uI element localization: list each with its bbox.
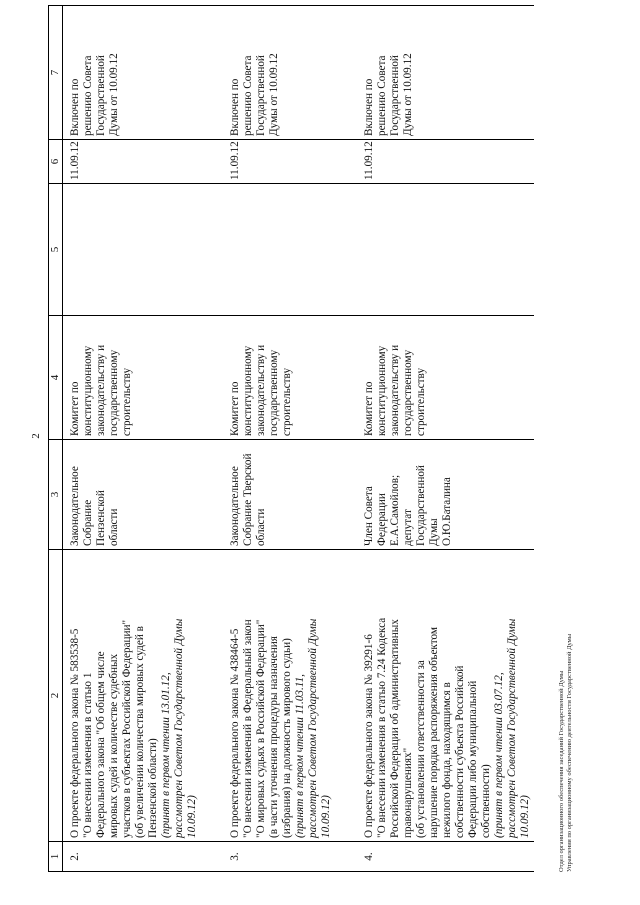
bill-title-line: (избрания) на должность мирового судьи) xyxy=(281,638,293,838)
bill-status-line: 10.09.12) xyxy=(320,795,332,838)
committee-line: государственному xyxy=(108,349,120,436)
initiator-line: О.Ю.Баталина xyxy=(441,477,453,546)
committee-line: конституционному xyxy=(242,345,254,436)
bill-status-line: (принят в первом чтении 13.01.12, xyxy=(160,672,172,838)
note-line: решению Совета xyxy=(82,55,94,136)
bill-title-line: нарушение порядка распоряжения объектом xyxy=(428,627,440,838)
initiator-line: депутат xyxy=(402,509,414,546)
gap-cell xyxy=(201,842,223,872)
bill-title-line: "О внесении изменений в Федеральный закон xyxy=(242,619,254,838)
bill-title-cell xyxy=(223,550,335,842)
initiator-line: Е.А.Самойлов; xyxy=(389,474,401,546)
column-header: 4 xyxy=(49,316,63,440)
committee-line: Комитет по xyxy=(229,381,241,436)
column-5-cell xyxy=(63,184,202,316)
committee-line: законодательству и xyxy=(95,344,107,436)
note-line: Включен по xyxy=(363,78,375,136)
column-header: 7 xyxy=(49,6,63,140)
bill-title-line: (в части уточнения процедуры назначения xyxy=(268,636,280,838)
footer-line: Отдел организационного обеспечения заседаний Государственной Думы xyxy=(558,670,565,872)
gap-cell xyxy=(201,316,223,440)
date-cell: 11.09.12 xyxy=(357,140,534,184)
initiator-cell xyxy=(63,440,202,550)
note-line: решению Совета xyxy=(376,55,388,136)
gap-cell xyxy=(335,316,357,440)
gap-cell xyxy=(335,550,357,842)
committee-line: Комитет по xyxy=(69,381,81,436)
gap-cell xyxy=(201,6,223,140)
gap-cell xyxy=(335,440,357,550)
bill-title-line: Федерации либо муниципальной xyxy=(467,680,479,838)
initiator-cell xyxy=(357,440,534,550)
gap-cell xyxy=(201,140,223,184)
rotated-document-page xyxy=(28,0,588,878)
bill-title-line: собственности) xyxy=(480,764,492,838)
committee-line: конституционному xyxy=(376,345,388,436)
bill-title-line: (об установлении ответственности за xyxy=(415,660,427,838)
note-cell xyxy=(223,6,335,140)
committee-line: строительству xyxy=(281,367,293,436)
column-header: 5 xyxy=(49,184,63,316)
table-row xyxy=(63,6,202,872)
column-header: 6 xyxy=(49,140,63,184)
initiator-cell xyxy=(223,440,335,550)
bill-status-line: рассмотрен Советом Государственной Думы xyxy=(307,618,319,838)
gap-cell xyxy=(201,184,223,316)
initiator-line: области xyxy=(108,508,120,546)
note-line: Думы от 10.09.12 xyxy=(108,53,120,136)
column-number-header xyxy=(49,6,63,872)
column-header: 3 xyxy=(49,440,63,550)
committee-line: строительству xyxy=(121,367,133,436)
bill-title-cell xyxy=(63,550,202,842)
column-header: 2 xyxy=(49,550,63,842)
row-number: 4. xyxy=(357,842,534,872)
note-line: Включен по xyxy=(229,78,241,136)
initiator-line: Законодательное xyxy=(69,466,81,546)
committee-line: государственному xyxy=(268,349,280,436)
bill-status-line: (принят в первом чтении 11.03.11, xyxy=(294,674,306,838)
gap-cell xyxy=(335,184,357,316)
committee-cell xyxy=(357,316,534,440)
row-number: 3. xyxy=(223,842,335,872)
bill-title-line: О проекте федерального закона № 39291-6 xyxy=(363,634,375,838)
bill-status-line: рассмотрен Советом Государственной Думы xyxy=(173,618,185,838)
bill-status-line: 10.09.12) xyxy=(519,795,531,838)
row-gap xyxy=(335,6,357,872)
note-line: Думы от 10.09.12 xyxy=(268,53,280,136)
bill-title-cell xyxy=(357,550,534,842)
date-cell: 11.09.12 xyxy=(223,140,335,184)
bill-title-line: "О внесении изменения в статью 7.24 Кодекса xyxy=(376,617,388,838)
bill-title-line: О проекте федерального закона № 438464-5 xyxy=(229,628,241,838)
row-gap xyxy=(201,6,223,872)
gap-cell xyxy=(335,842,357,872)
bill-status-line: рассмотрен Советом Государственной Думы xyxy=(506,618,518,838)
committee-line: законодательству и xyxy=(255,344,267,436)
footer-department xyxy=(558,634,574,872)
note-line: Думы от 10.09.12 xyxy=(402,53,414,136)
note-line: Государственной xyxy=(389,55,401,136)
table-row xyxy=(223,6,335,872)
bill-title-line: "О внесении изменения в статью 1 xyxy=(82,672,94,838)
table-row xyxy=(357,6,534,872)
gap-cell xyxy=(201,440,223,550)
column-5-cell xyxy=(223,184,335,316)
note-cell xyxy=(63,6,202,140)
initiator-line: Федерации xyxy=(376,493,388,546)
table-body xyxy=(63,6,535,872)
column-header: 1 xyxy=(49,842,63,872)
initiator-line: Собрание Тверской xyxy=(242,453,254,546)
committee-line: Комитет по xyxy=(363,381,375,436)
initiator-line: Думы xyxy=(428,518,440,546)
committee-line: строительству xyxy=(415,367,427,436)
bill-status-line: (принят в первом чтении 03.07.12, xyxy=(493,672,505,838)
bill-title-line: собственности субъекта Российской xyxy=(454,665,466,838)
initiator-line: Собрание xyxy=(82,499,94,546)
committee-line: конституционному xyxy=(82,345,94,436)
bill-title-line: Российской Федерации об административных xyxy=(389,619,401,838)
bill-title-line: нежилого фонда, находящимся в xyxy=(441,682,453,838)
column-5-cell xyxy=(357,184,534,316)
bill-title-line: правонарушениях" xyxy=(402,747,414,838)
bill-title-line: "О мировых судьях в Российской Федерации" xyxy=(255,619,267,838)
bill-title-line: Пензенской области) xyxy=(147,738,159,838)
bill-title-line: (об увеличении количества мировых судей в xyxy=(134,626,146,838)
bill-title-line: О проекте федерального закона № 583538-5 xyxy=(69,628,81,838)
initiator-line: Государственной xyxy=(415,465,427,546)
note-line: Государственной xyxy=(95,55,107,136)
committee-line: государственному xyxy=(402,349,414,436)
bills-table xyxy=(48,5,534,872)
gap-cell xyxy=(335,6,357,140)
initiator-line: Пензенской xyxy=(95,490,107,546)
committee-cell xyxy=(63,316,202,440)
note-line: Включен по xyxy=(69,78,81,136)
gap-cell xyxy=(201,550,223,842)
bill-title-line: мировых судей и количестве судебных xyxy=(108,653,120,838)
date-cell: 11.09.12 xyxy=(63,140,202,184)
bill-status-line: 10.09.12) xyxy=(186,795,198,838)
page-number: 2 xyxy=(30,433,42,439)
note-cell xyxy=(357,6,534,140)
note-line: Государственной xyxy=(255,55,267,136)
bill-title-line: участков в субъектах Российской Федерации" xyxy=(121,619,133,838)
committee-cell xyxy=(223,316,335,440)
note-line: решению Совета xyxy=(242,55,254,136)
initiator-line: области xyxy=(255,508,267,546)
gap-cell xyxy=(335,140,357,184)
row-number: 2. xyxy=(63,842,202,872)
initiator-line: Член Совета xyxy=(363,486,375,546)
footer-line: Управления по организационному обеспечению деятельности Государственной Думы xyxy=(566,633,573,872)
bill-title-line: Федерального закона "Об общем числе xyxy=(95,651,107,838)
initiator-line: Законодательное xyxy=(229,466,241,546)
committee-line: законодательству и xyxy=(389,344,401,436)
